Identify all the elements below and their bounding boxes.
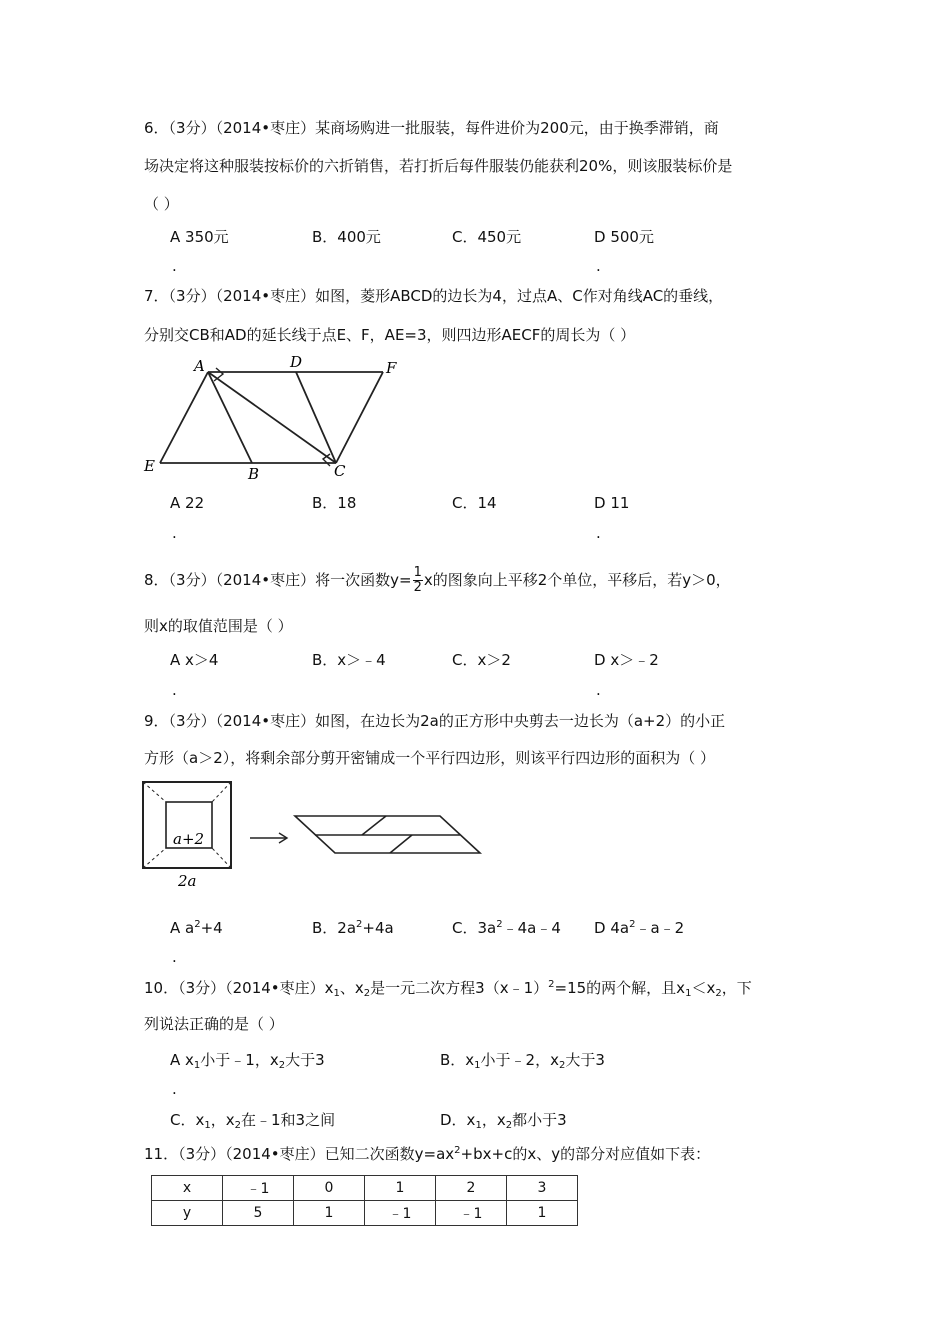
q10-l1c: 是一元二次方程3（x﹣1） bbox=[370, 979, 549, 997]
q10-sub2: 2 bbox=[363, 988, 371, 999]
q8-option-d: D x＞﹣2 bbox=[594, 651, 659, 669]
q9-option-d bbox=[594, 918, 684, 938]
q6-option-c: C．450元 bbox=[452, 228, 522, 246]
q7-dot-d: . bbox=[596, 524, 601, 542]
table-cell: ﹣1 bbox=[436, 1201, 507, 1226]
q11-sup: 2 bbox=[454, 1145, 461, 1156]
q7-label-a: A bbox=[194, 357, 205, 375]
table-cell: ﹣1 bbox=[365, 1201, 436, 1226]
q6-line2: 场决定将这种服装按标价的六折销售，若打折后每件服装仍能获利20%，则该服装标价是 bbox=[144, 157, 733, 175]
q10-option-d bbox=[440, 1110, 567, 1130]
table-row-y bbox=[152, 1201, 578, 1226]
q9-square-figure bbox=[140, 778, 485, 888]
q9-b-pre: B．2a bbox=[312, 919, 357, 937]
q10-d-s1: 1 bbox=[475, 1120, 482, 1131]
q7-label-e: E bbox=[144, 457, 155, 475]
q11-l1-pre: 11．（3分）（2014•枣庄）已知二次函数y=ax bbox=[144, 1145, 455, 1163]
q10-l1a: 10．（3分）（2014•枣庄）x bbox=[144, 979, 334, 997]
q6-option-a: A 350元 bbox=[170, 228, 229, 246]
q9-d-post: ﹣a﹣2 bbox=[635, 919, 685, 937]
q10-c-s1: 1 bbox=[204, 1120, 211, 1131]
q10-d-s2: 2 bbox=[505, 1120, 513, 1131]
q11-l1-post: +bx+c的x、y的部分对应值如下表： bbox=[460, 1145, 711, 1163]
q10-sub3: 1 bbox=[685, 988, 692, 999]
q9-option-b bbox=[312, 918, 394, 938]
q7-label-c: C bbox=[334, 462, 346, 480]
table-cell: 0 bbox=[294, 1176, 365, 1201]
q7-rhombus-figure bbox=[140, 355, 400, 485]
q8-option-a: A x＞4 bbox=[170, 651, 219, 669]
q10-a-s1: 1 bbox=[193, 1060, 201, 1071]
q6-line3: （ ） bbox=[144, 195, 179, 213]
q10-b-post: 大于3 bbox=[565, 1051, 605, 1069]
table-cell: x bbox=[152, 1176, 223, 1201]
q10-b-s1: 1 bbox=[474, 1060, 481, 1071]
q9-label-outer: 2a bbox=[178, 872, 197, 890]
q9-b-post: +4a bbox=[362, 919, 394, 937]
table-cell: 3 bbox=[507, 1176, 578, 1201]
q10-dot-a: . bbox=[172, 1080, 177, 1098]
q9-line1: 9．（3分）（2014•枣庄）如图，在边长为2a的正方形中央剪去一边长为（a+2）的小正 bbox=[144, 712, 726, 730]
table-row-x bbox=[152, 1176, 578, 1201]
table-cell: 1 bbox=[365, 1176, 436, 1201]
table-cell: 1 bbox=[507, 1201, 578, 1226]
q8-option-c: C．x＞2 bbox=[452, 651, 511, 669]
q10-d-mid: ，x bbox=[481, 1111, 506, 1129]
q8-line1-pre: 8．（3分）（2014•枣庄）将一次函数y= bbox=[144, 571, 412, 589]
q10-l1f: ，下 bbox=[721, 979, 752, 997]
q10-b-mid: 小于﹣2，x bbox=[480, 1051, 559, 1069]
q7-label-d: D bbox=[290, 353, 303, 371]
q10-c-mid: ，x bbox=[210, 1111, 235, 1129]
table-cell: 2 bbox=[436, 1176, 507, 1201]
q10-option-c bbox=[170, 1110, 335, 1130]
q9-a-pre: A a bbox=[170, 919, 195, 937]
q10-sub1: 1 bbox=[333, 988, 340, 999]
q9-dot-a: . bbox=[172, 948, 177, 966]
table-cell: y bbox=[152, 1201, 223, 1226]
q8-option-b: B．x＞﹣4 bbox=[312, 651, 386, 669]
q8-line1 bbox=[144, 566, 731, 595]
table-cell: ﹣1 bbox=[223, 1176, 294, 1201]
q10-l1e: ＜x bbox=[691, 979, 716, 997]
q10-d-pre: D．x bbox=[440, 1111, 476, 1129]
q9-a-sup: 2 bbox=[194, 919, 201, 930]
q6-dot-d: . bbox=[596, 257, 601, 275]
q6-line1: 6．（3分）（2014•枣庄）某商场购进一批服装，每件进价为200元，由于换季滞销，商 bbox=[144, 119, 719, 137]
q8-dot-d: . bbox=[596, 681, 601, 699]
q7-option-d: D 11 bbox=[594, 494, 630, 512]
q9-d-pre: D 4a bbox=[594, 919, 630, 937]
q9-option-a bbox=[170, 918, 223, 938]
q10-c-post: 在﹣1和3之间 bbox=[241, 1111, 336, 1129]
q6-option-d: D 500元 bbox=[594, 228, 654, 246]
q8-line2: 则x的取值范围是（ ） bbox=[144, 617, 293, 635]
q11-value-table bbox=[151, 1175, 578, 1226]
q10-a-s2: 2 bbox=[278, 1060, 286, 1071]
q10-b-pre: B．x bbox=[440, 1051, 475, 1069]
q9-label-inner: a+2 bbox=[173, 830, 205, 848]
q10-sup: 2 bbox=[548, 979, 555, 990]
q9-b-sup: 2 bbox=[356, 919, 363, 930]
q8-frac-num: 1 bbox=[413, 565, 422, 580]
q10-line2: 列说法正确的是（ ） bbox=[144, 1015, 284, 1033]
q7-dot-a: . bbox=[172, 524, 177, 542]
q8-line1-post: x的图象向上平移2个单位，平移后，若y＞0， bbox=[423, 571, 731, 589]
q10-a-pre: A x bbox=[170, 1051, 194, 1069]
table-cell: 1 bbox=[294, 1201, 365, 1226]
q9-a-post: +4 bbox=[200, 919, 223, 937]
q7-label-b: B bbox=[248, 465, 260, 483]
q9-d-sup: 2 bbox=[629, 919, 636, 930]
q10-a-post: 大于3 bbox=[285, 1051, 325, 1069]
q8-dot-a: . bbox=[172, 681, 177, 699]
q10-option-b bbox=[440, 1050, 605, 1070]
q9-c-pre: C．3a bbox=[452, 919, 497, 937]
q6-dot-a: . bbox=[172, 257, 177, 275]
q6-option-b: B．400元 bbox=[312, 228, 381, 246]
q9-c-post: ﹣4a﹣4 bbox=[502, 919, 561, 937]
q10-d-post: 都小于3 bbox=[512, 1111, 567, 1129]
q8-frac-den: 2 bbox=[413, 580, 422, 595]
q9-c-sup: 2 bbox=[496, 919, 503, 930]
q10-l1d: =15的两个解，且x bbox=[554, 979, 686, 997]
q7-option-c: C．14 bbox=[452, 494, 497, 512]
q10-sub4: 2 bbox=[715, 988, 722, 999]
q10-c-pre: C．x bbox=[170, 1111, 205, 1129]
table-cell: 5 bbox=[223, 1201, 294, 1226]
q8-fraction bbox=[413, 566, 423, 595]
q10-line1 bbox=[144, 978, 752, 998]
q7-option-a: A 22 bbox=[170, 494, 205, 512]
q10-a-mid: 小于﹣1，x bbox=[200, 1051, 279, 1069]
q7-line1: 7．（3分）（2014•枣庄）如图，菱形ABCD的边长为4，过点A、C作对角线AC的垂线， bbox=[144, 287, 724, 305]
q9-line2: 方形（a＞2），将剩余部分剪开密铺成一个平行四边形，则该平行四边形的面积为（ ） bbox=[144, 749, 716, 767]
q7-option-b: B．18 bbox=[312, 494, 357, 512]
q7-label-f: F bbox=[386, 359, 397, 377]
q10-l1b: 、x bbox=[339, 979, 364, 997]
q10-option-a bbox=[170, 1050, 325, 1070]
q10-c-s2: 2 bbox=[234, 1120, 241, 1131]
q9-option-c bbox=[452, 918, 561, 938]
q7-line2: 分别交CB和AD的延长线于点E、F，AE=3，则四边形AECF的周长为（ ） bbox=[144, 326, 636, 344]
q10-b-s2: 2 bbox=[558, 1060, 566, 1071]
q11-line1 bbox=[144, 1144, 710, 1164]
